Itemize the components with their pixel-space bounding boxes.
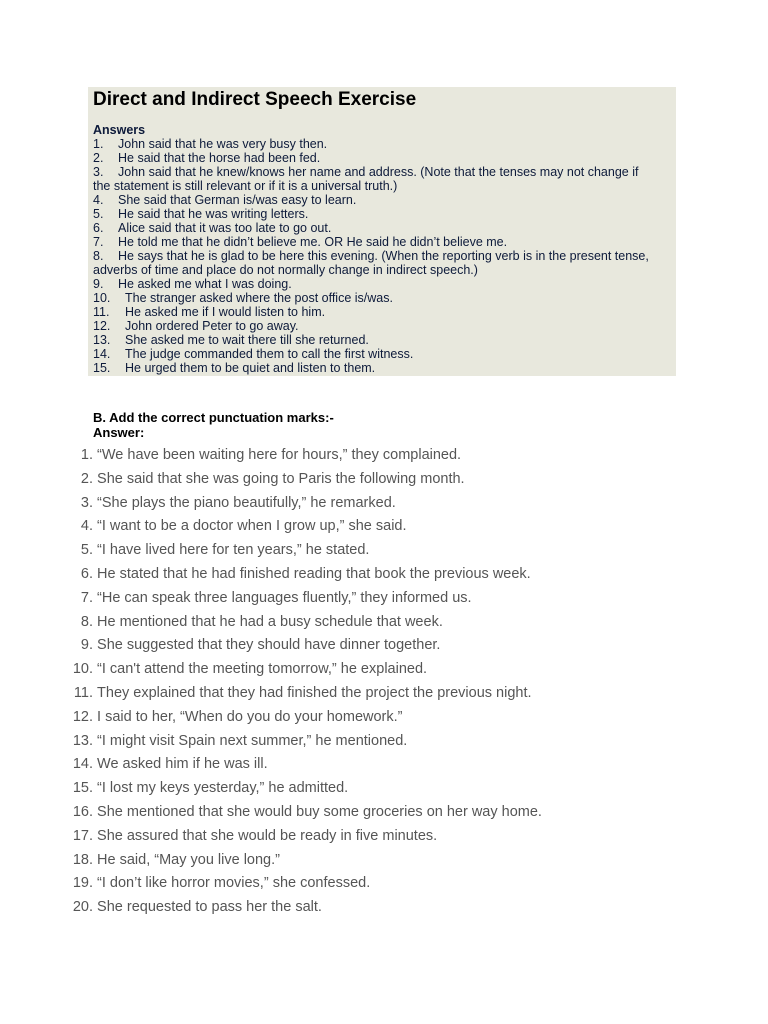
punctuation-answer-item — [62, 444, 702, 468]
item-text: “I don’t like horror movies,” she confessed. — [97, 875, 371, 892]
answer-item-continuation: the statement is still relevant or if it is a universal truth.) — [93, 179, 398, 193]
answer-item: 5. He said that he was writing letters. — [93, 207, 309, 221]
page-title: Direct and Indirect Speech Exercise — [93, 89, 417, 110]
punctuation-answer-item — [62, 825, 702, 849]
item-text: She requested to pass her the salt. — [97, 899, 322, 916]
punctuation-answer-item — [62, 706, 702, 730]
section-b-answer-label: Answer: — [93, 425, 145, 440]
item-number: 10. — [72, 661, 93, 678]
item-text: “She plays the piano beautifully,” he remarked. — [97, 494, 396, 511]
item-text: She suggested that they should have dinner together. — [97, 637, 441, 654]
item-number: 8. — [80, 613, 93, 630]
punctuation-answer-item — [62, 492, 702, 516]
punctuation-answer-item — [62, 730, 702, 754]
item-text: He stated that he had finished reading that book the previous week. — [97, 565, 531, 582]
punctuation-answer-item — [62, 587, 702, 611]
punctuation-answer-item — [62, 801, 702, 825]
item-text: “I can't attend the meeting tomorrow,” he explained. — [97, 661, 428, 678]
item-number: 14. — [72, 756, 93, 773]
item-number: 6. — [80, 565, 93, 582]
item-text: “We have been waiting here for hours,” they complained. — [97, 447, 462, 463]
answer-item-continuation: adverbs of time and place do not normally change in indirect speech.) — [93, 263, 478, 277]
item-number: 17. — [72, 827, 93, 844]
item-number: 7. — [80, 589, 93, 606]
item-text: I said to her, “When do you do your homework.” — [97, 708, 403, 725]
answers-panel — [88, 87, 676, 376]
punctuation-answer-item — [62, 849, 702, 873]
item-number: 9. — [80, 637, 93, 654]
item-text: “I want to be a doctor when I grow up,” she said. — [97, 518, 407, 535]
punctuation-answer-list — [62, 444, 702, 920]
punctuation-answer-item — [62, 634, 702, 658]
section-b-header — [93, 410, 693, 440]
item-text: “I might visit Spain next summer,” he mentioned. — [97, 732, 408, 749]
answer-item: 7. He told me that he didn’t believe me. OR He said he didn’t believe me. — [93, 235, 508, 249]
answers-list — [93, 137, 670, 375]
punctuation-answer-item — [62, 753, 702, 777]
item-number: 13. — [72, 732, 93, 749]
answer-item: 8. He says that he is glad to be here this evening. (When the reporting verb is in the present tense, — [93, 249, 649, 263]
punctuation-answer-item — [62, 777, 702, 801]
item-number: 5. — [80, 542, 93, 559]
punctuation-answer-item — [62, 682, 702, 706]
item-text: We asked him if he was ill. — [97, 756, 268, 773]
item-text: They explained that they had finished the project the previous night. — [97, 684, 532, 701]
item-number: 11. — [73, 684, 93, 701]
answer-item: 2. He said that the horse had been fed. — [93, 151, 321, 165]
item-text: She said that she was going to Paris the following month. — [97, 470, 465, 487]
answer-item: 12. John ordered Peter to go away. — [93, 319, 299, 333]
item-number: 3. — [80, 494, 93, 511]
item-text: “I lost my keys yesterday,” he admitted. — [97, 780, 349, 797]
punctuation-answer-item — [62, 872, 702, 896]
item-text: She mentioned that she would buy some groceries on her way home. — [97, 803, 542, 820]
answer-item: 3. John said that he knew/knows her name and address. (Note that the tenses may not change if — [93, 165, 639, 179]
item-number: 18. — [72, 851, 93, 868]
item-text: She assured that she would be ready in five minutes. — [97, 827, 438, 844]
item-number: 12. — [72, 708, 93, 725]
punctuation-answer-item — [62, 515, 702, 539]
item-text: “He can speak three languages fluently,” they informed us. — [97, 589, 472, 606]
answer-item: 14. The judge commanded them to call the first witness. — [93, 347, 414, 361]
answer-item: 4. She said that German is/was easy to learn. — [93, 193, 357, 207]
section-b-title: B. Add the correct punctuation marks:- — [93, 410, 334, 425]
item-number: 15. — [72, 780, 93, 797]
item-number: 16. — [72, 803, 93, 820]
punctuation-answer-item — [62, 563, 702, 587]
item-number: 2. — [80, 470, 93, 487]
item-number: 4. — [80, 518, 93, 535]
answer-item: 1. John said that he was very busy then. — [93, 137, 328, 151]
answer-item: 11. He asked me if I would listen to him. — [93, 305, 326, 319]
answer-item: 13. She asked me to wait there till she returned. — [93, 333, 369, 347]
answer-item: 15. He urged them to be quiet and listen to them. — [93, 361, 376, 375]
answer-item: 9. He asked me what I was doing. — [93, 277, 292, 291]
punctuation-answer-item — [62, 468, 702, 492]
answer-item: 10. The stranger asked where the post office is/was. — [93, 291, 393, 305]
item-number: 1. — [80, 447, 93, 463]
punctuation-answer-item — [62, 539, 702, 563]
punctuation-answer-item — [62, 658, 702, 682]
item-number: 20. — [72, 899, 93, 916]
item-text: “I have lived here for ten years,” he stated. — [97, 542, 370, 559]
punctuation-answer-item — [62, 611, 702, 635]
answers-heading: Answers — [93, 123, 146, 137]
punctuation-answer-item — [62, 896, 702, 920]
answer-item: 6. Alice said that it was too late to go out. — [93, 221, 332, 235]
item-text: He mentioned that he had a busy schedule that week. — [97, 613, 443, 630]
item-text: He said, “May you live long.” — [97, 851, 280, 868]
item-number: 19. — [72, 875, 93, 892]
